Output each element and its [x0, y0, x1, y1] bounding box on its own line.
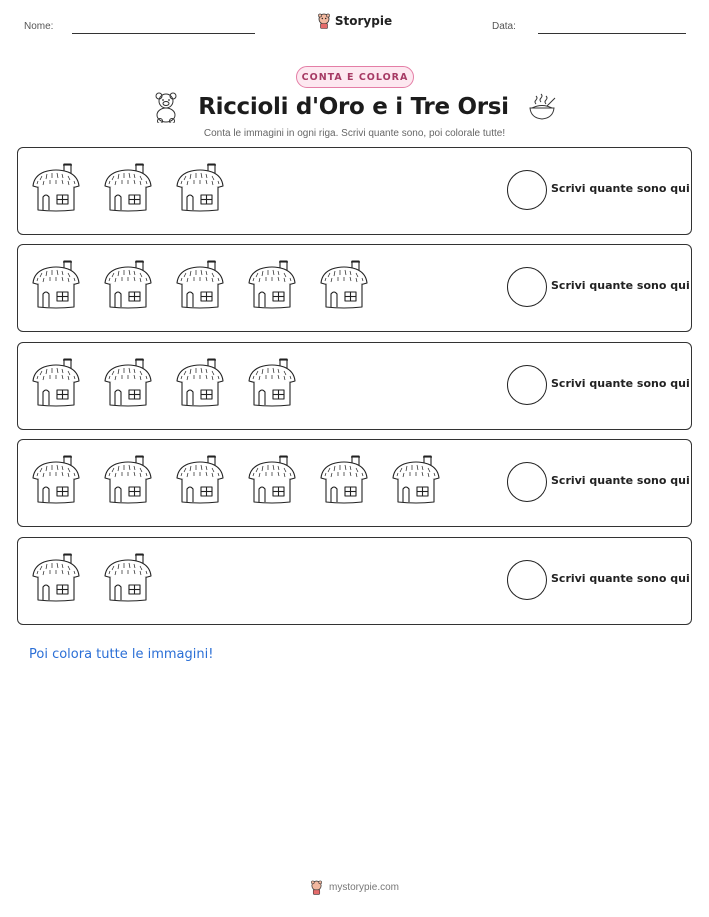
answer-circle[interactable]	[507, 462, 547, 502]
date-line[interactable]	[538, 33, 686, 34]
name-line[interactable]	[72, 33, 255, 34]
house-group	[30, 454, 442, 506]
house-icon	[102, 552, 154, 604]
house-icon	[30, 454, 82, 506]
house-icon	[174, 454, 226, 506]
house-icon	[102, 162, 154, 214]
date-label: Data:	[492, 21, 516, 32]
answer-label: Scrivi quante sono qui	[551, 474, 690, 487]
house-icon	[102, 357, 154, 409]
house-icon	[102, 259, 154, 311]
answer-circle[interactable]	[507, 560, 547, 600]
name-label: Nome:	[24, 21, 54, 32]
color-instruction: Poi colora tutte le immagini!	[29, 647, 214, 662]
title-row	[0, 88, 709, 126]
house-icon	[30, 259, 82, 311]
answer-circle[interactable]	[507, 365, 547, 405]
house-icon	[30, 552, 82, 604]
brand-logo	[0, 13, 709, 29]
house-group	[30, 552, 154, 604]
activity-badge: CONTA E COLORA	[296, 66, 414, 88]
house-icon	[102, 454, 154, 506]
house-icon	[246, 454, 298, 506]
house-icon	[174, 357, 226, 409]
instructions-text: Conta le immagini in ogni riga. Scrivi quante sono, poi colorale tutte!	[203, 128, 506, 139]
house-icon	[246, 259, 298, 311]
house-icon	[246, 357, 298, 409]
answer-label: Scrivi quante sono qui	[551, 279, 690, 292]
site-url: mystorypie.com	[328, 882, 399, 893]
counting-row	[17, 147, 692, 235]
counting-row	[17, 439, 692, 527]
counting-row	[17, 244, 692, 332]
brand-name: Storypie	[334, 14, 393, 28]
answer-circle[interactable]	[507, 267, 547, 307]
porridge-bowl-icon	[527, 92, 557, 122]
answer-label: Scrivi quante sono qui	[551, 182, 690, 195]
storypie-mascot-icon	[310, 880, 323, 895]
counting-row	[17, 342, 692, 430]
site-footer	[0, 880, 709, 895]
answer-label: Scrivi quante sono qui	[551, 572, 690, 585]
bear-icon	[152, 91, 180, 123]
page-title: Riccioli d'Oro e i Tre Orsi	[198, 94, 509, 120]
house-icon	[174, 259, 226, 311]
house-icon	[174, 162, 226, 214]
house-icon	[318, 454, 370, 506]
counting-row	[17, 537, 692, 625]
house-icon	[30, 162, 82, 214]
house-group	[30, 162, 226, 214]
house-icon	[390, 454, 442, 506]
storypie-mascot-icon	[317, 13, 331, 29]
answer-circle[interactable]	[507, 170, 547, 210]
house-group	[30, 259, 370, 311]
house-group	[30, 357, 298, 409]
house-icon	[30, 357, 82, 409]
house-icon	[318, 259, 370, 311]
answer-label: Scrivi quante sono qui	[551, 377, 690, 390]
